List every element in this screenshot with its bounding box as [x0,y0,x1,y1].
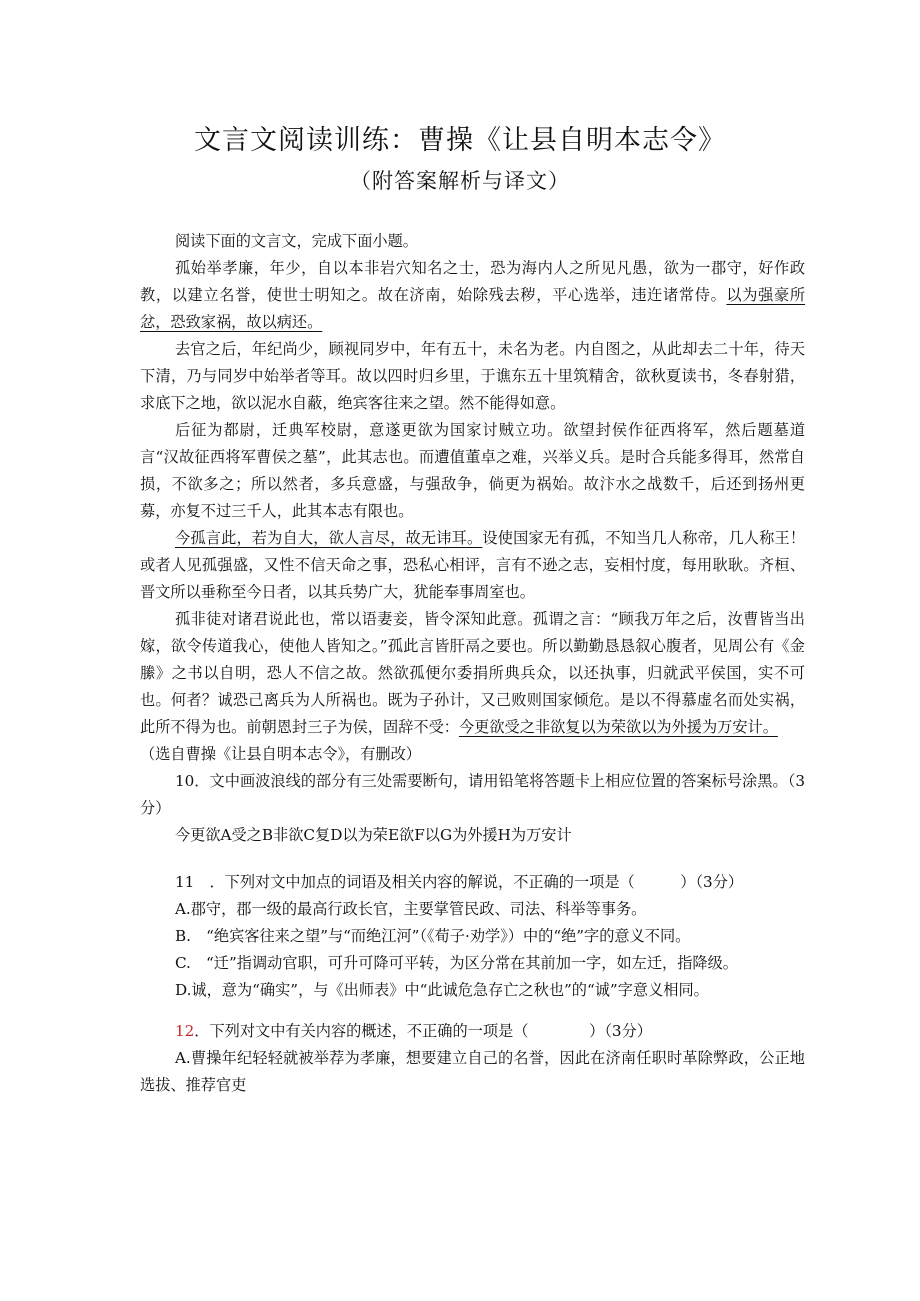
question-10-options: 今更欲A受之B非欲C复D以为荣E欲F以G为外援H为万安计 [174,826,572,844]
passage-paragraph-3: 后征为都尉，迁典军校尉，意遂更欲为国家讨贼立功。欲望封侯作征西将军，然后题墓道言“汉故征西将军曹侯之墓”，此其志也。而遭值董卓之难，兴举义兵。是时合兵能多得耳，然常自损，不欲多之；所以然者，多兵意盛，与强敌争，倘更为祸始。故汴水之战数千，后还到扬州更募，亦复不过三千人，此其本志有限也。 [140,421,805,520]
question-12 [140,1018,805,1045]
question-number: 10 [174,772,195,790]
wavy-underlined-sentence: 今更欲受之非欲复以为荣欲以为外援为万安计。 [458,718,778,736]
document-title: 文言文阅读训练：曹操《让县自明本志令》 [194,125,726,156]
option-11-b: B. “绝宾客往来之望”与“而绝江河”（《荀子·劝学》）中的“绝”字的意义不同。 [174,927,691,945]
question-number: 12 [174,1022,195,1040]
passage-paragraph-4 [140,525,805,606]
passage-paragraph-2: 去官之后，年纪尚少，顾视同岁中，年有五十，未名为老。内自图之，从此却去二十年，待天下清，乃与同岁中始举者等耳。故以四时归乡里，于谯东五十里筑精舍，欲秋夏读书，冬春射猎，求底下之地，欲以泥水自蔽，绝宾客往来之望。然不能得如意。 [140,340,805,412]
passage-paragraph-5 [140,606,805,741]
question-number: 11 [174,873,195,891]
passage-text: 孤始举孝廉，年少，自以本非岩穴知名之士，恐为海内人之所见凡愚，欲为一郡守，好作政教，以建立名誉，使世士明知之。故在济南，始除残去秽，平心选举，违迕诸常侍。 [140,259,805,304]
passage-source: （选自曹操《让县自明本志令》，有删改） [140,745,421,763]
passage-text: 孤非徒对诸君说此也，常以语妻妾，皆令深知此意。孤谓之言：“顾我万年之后，汝曹皆当出嫁，欲令传道我心，使他人皆知之。”孤此言皆肝鬲之要也。所以勤勤恳恳叙心腹者，见周公有《金縢》之书以自明，恐人不信之故。然欲孤便尔委捐所典兵众，以还执事，归就武平侯国，实不可也。何者？诚恐己离兵为人所祸也。既为子孙计，又己败则国家倾危。是以不得慕虚名而处实祸，此所不得为也。前朝恩封三子为侯，固辞不受： [140,610,805,736]
question-11 [140,869,805,896]
reading-instruction: 阅读下面的文言文，完成下面小题。 [174,232,418,250]
option-11-d: D.诚，意为“确实”，与《出师表》中“此诚危急存亡之秋也”的“诚”字意义相同。 [174,981,709,999]
option-11-c: C. “迁”指调动官职，可升可降可平转，为区分常在其前加一字，如左迁，指降级。 [174,954,738,972]
underlined-sentence-1: 以为强豪所忿，恐致家祸，故以病还。 [140,286,806,331]
question-text: ．文中画波浪线的部分有三处需要断句，请用铅笔将答题卡上相应位置的答案标号涂黑。（3分） [140,772,805,817]
question-text: ．下列对文中加点的词语及相关内容的解说，不正确的一项是（ ）（3分） [209,873,744,891]
question-10 [140,768,805,822]
document-body [140,228,805,1099]
document-subtitle: （附答案解析与译文） [350,169,570,193]
option-11-a: A.郡守，郡一级的最高行政长官，主要掌管民政、司法、科举等事务。 [174,900,647,918]
question-text: ．下列对文中有关内容的概述，不正确的一项是（ ）（3分） [194,1022,652,1040]
option-12-a: A.曹操年纪轻轻就被举荐为孝廉，想要建立自己的名誉，因此在济南任职时革除弊政，公正地选拔、推荐官吏 [140,1049,805,1094]
passage-text: 设使国家无有孤，不知当几人称帝，几人称王！或者人见孤强盛，又性不信天命之事，恐私心相评，言有不逊之志，妄相忖度，每用耿耿。齐桓、晋文所以垂称至今日者，以其兵势广大，犹能奉事周室也。 [140,529,806,601]
underlined-sentence-2: 今孤言此，若为自大，欲人言尽，故无讳耳。 [174,529,483,547]
passage-paragraph-1 [140,255,805,336]
